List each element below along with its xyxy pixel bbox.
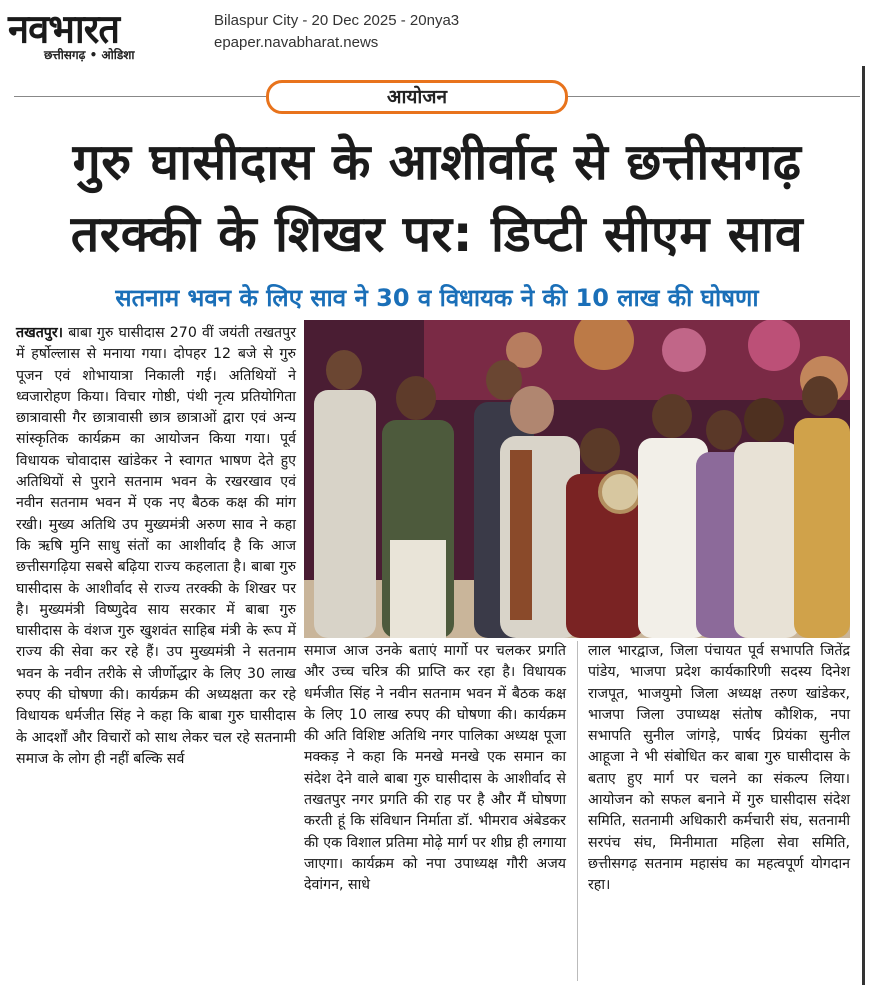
article-column-1-text: बाबा गुरु घासीदास 270 वीं जयंती तखतपुर में हर्षोल्लास से मनाया गया। दोपहर 12 बजे से गुरु पूजन एवं शोभायात्रा निकाली गई। अतिथियों ने ध्वजारोहण किया। विचार गोष्ठी, पंथी नृत्य प्रतियोगिता छात्रावासी गैर छात्रावासी छात्र छात्राओं द्वारा एवं अन्य सांस्कृतिक कार्यक्रम का आयोजन किया गया। पूर्व विधायक चोवादास खांडेकर ने स्वागत भाषण देते हुए अतिथियों से पुराने सतनाम भवन के रखरखाव एवं नवीन सतनाम भवन में एक नए बैठक कक्ष की मांग रखी। मुख्य अतिथि उप मुख्यमंत्री अरुण साव ने कहा कि ऋषि मुनि साधु संतों का आशीर्वाद है कि आज छत्तीसगढ़िया सबसे बढ़िया राज्य कहलाता है। बाबा गुरु घासीदास के आशीर्वाद से राज्य तरक्की के शिखर पर है। मुख्यमंत्री विष्णुदेव साय सरकार में बाबा गुरु घासीदास के वंशज गुरु खुशवंत साहिब मंत्री के रूप में राज्य की सेवा कर रहे हैं। उप मुख्यमंत्री ने सतनाम भवन के नवीन तरीके से जीर्णोद्धार के लिए 30 लाख रुपए की घोषणा की। कार्यक्रम की अध्यक्षता कर रहे विधायक धर्मजीत सिंह ने कहा कि बाबा गुरु घासीदास के आदर्शों और विचारों को साथ लेकर चल रहे सतनामी समाज के लोग ही नहीं बल्कि सर्व [16,325,296,767]
article-column-3-text: लाल भारद्वाज, जिला पंचायत पूर्व सभापति जितेंद्र पांडेय, भाजपा प्रदेश कार्यकारिणी सदस्य दिनेश राजपूत, भाजयुमो जिला अध्यक्ष तरुण खांडेकर, भाजपा जिला उपाध्यक्ष संतोष कौशिक, नपा सभापति सुनील जांगड़े, पार्षद प्रियंका सुनील आहूजा ने भी संबोधित कर बाबा गुरु घासीदास के बताए हुए मार्ग पर चलने का संकल्प लिया। आयोजन को सफल बनाने में गुरु घासीदास संदेश समिति, सतनामी अधिकारी कर्मचारी संघ, सतनामी सरपंच संघ, मिनीमाता महिला सेवा समिति, छत्तीसगढ़ सतनाम महासंघ का महत्वपूर्ण योगदान रहा। [588,643,850,894]
headline [14,126,860,270]
article-column-2 [304,641,566,897]
masthead [0,0,200,64]
subheadline: सतनाम भवन के लिए साव ने 30 व विधायक ने की 10 लाख की घोषणा [115,284,759,312]
headline-line-1: गुरु घासीदास के आशीर्वाद से छत्तीसगढ़ [72,133,802,191]
edition-url[interactable]: epaper.navabharat.news [214,34,379,51]
article-column-2-text: समाज आज उनके बताएं मार्गो पर चलकर प्रगति और उच्च चरित्र की प्राप्ति कर रहा है। विधायक धर्मजीत सिंह ने नवीन सतनाम भवन में बैठक कक्ष के लिए 10 लाख रुपए की घोषणा की। कार्यक्रम की अति विशिष्ट अतिथि नगर पालिका अध्यक्ष पूजा मक्कड़ ने कहा कि मनखे मनखे एक समान का संदेश देने वाले बाबा गुरु घासीदास के आशीर्वाद से तखतपुर नगर प्रगति की राह पर है और मैं घोषणा करती हूं कि संविधान निर्माता डॉ. भीमराव अंबेडकर की एक विशाल प्रतिमा मोढ़े मार्ग पर शीघ्र ही लगाया जाएगा। कार्यक्रम को नपा उपाध्यक्ष गौरी अजय देवांगन, साधे [304,643,566,894]
edition-info [214,10,459,54]
logo-regions: छत्तीसगढ़ • ओडिशा [44,48,135,62]
event-photo-illustration [304,320,850,638]
news-photo [304,320,850,638]
section-kicker: आयोजन [266,80,568,114]
article-column-3 [588,641,850,897]
page-right-rule [862,66,865,985]
article-column-1 [16,323,296,770]
column-divider [577,641,578,981]
edition-date-line: Bilaspur City - 20 Dec 2025 - 20nya3 [214,12,460,29]
headline-line-2: तरक्की के शिखर पर: डिप्टी सीएम साव [70,205,804,263]
newspaper-logo: नवभारत [8,5,119,53]
dateline: तखतपुर। [16,325,64,341]
